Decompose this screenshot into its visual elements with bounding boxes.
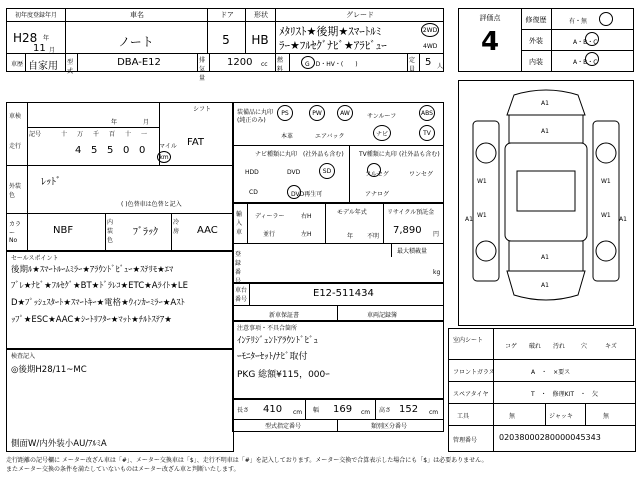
mileage-label: 走行 <box>9 143 22 150</box>
sales-line-2: ﾌﾞﾚ★ﾅﾋﾞ★ﾌﾙｾｸﾞ★BT★ﾄﾞﾗﾚｺ★ETC★Aﾗｲﾄ★LE <box>11 281 189 291</box>
cap-value: 5 <box>425 57 432 68</box>
disp-label: 排気量 <box>199 57 206 82</box>
equipment-note: (純正のみ) <box>237 117 266 124</box>
notes-line-3: PKG 総額¥115，000ｰ <box>237 370 330 380</box>
mileage-head-100: 百 <box>109 131 116 138</box>
use-row-label: 車歴 <box>11 61 24 68</box>
warranty-book: 新車保証書 <box>269 312 300 319</box>
inspector-bottom: 側面W/内外装小AU/ｱﾙﾐA <box>11 439 107 449</box>
mileage-head-1000: 千 <box>93 131 100 138</box>
type-label: 型式 <box>67 59 74 75</box>
tools-value: 無 <box>509 413 516 420</box>
spare-items: T ・ 修理KIT ・ 欠 <box>531 391 599 398</box>
mileage-digit-4: 0 <box>123 145 130 156</box>
glass-items: A ・ ×要ス <box>531 369 571 376</box>
fuel-options: G D・HV・( ) <box>305 61 358 68</box>
equip-aw: AW <box>337 105 353 121</box>
model-label: 車名 <box>65 10 208 20</box>
shift-label: シフト <box>193 106 212 113</box>
ac-label: 冷房 <box>173 219 180 235</box>
wheel-rear-left <box>476 241 496 261</box>
color-no-label: カラーNo <box>9 221 22 244</box>
model-year-unknown: 不明 <box>367 233 380 240</box>
recycle-value: 7,890 <box>393 225 422 236</box>
int-label: 内装 <box>529 58 543 66</box>
sales-line-3: D★ﾌﾟｯｼｭｽﾀｰﾄ★ｽﾏｰﾄｷｰ★電格★ｳｨﾝｶｰﾐﾗｰ★Aｽﾄ <box>11 298 185 308</box>
reg-year-label: 初年度登録年月 <box>14 12 57 19</box>
fuel-label: 燃料 <box>277 57 284 73</box>
diag-label-5: W1 <box>477 212 487 219</box>
mgmt-value: 02038000280000045343 <box>499 433 601 442</box>
len-label: 長さ <box>237 407 250 414</box>
model-year-unit: 年 <box>347 233 354 240</box>
mileage-head-1: 一 <box>141 131 148 138</box>
reg-month-unit: 月 <box>49 47 56 54</box>
car-left-side <box>473 121 499 281</box>
navi-cd: CD <box>249 189 258 196</box>
hgt-label: 高さ <box>379 407 392 414</box>
reg-year-unit: 年 <box>43 35 50 42</box>
diag-label-1: A1 <box>541 100 549 107</box>
cat-no-label: 類別区分番号 <box>371 423 408 430</box>
hgt-value: 152 <box>399 404 419 415</box>
diag-label-8: A1 <box>541 282 549 289</box>
seat-burn: コゲ <box>505 343 518 350</box>
color-note: ( )色替車は色替と記入 <box>121 201 182 208</box>
type-no-label: 型式指定番号 <box>265 423 302 430</box>
notes-line-2: ｰﾓﾆﾀｰｾｯﾄ/ﾅﾋﾞ取付 <box>237 352 308 362</box>
eval-label: 評価点 <box>479 14 501 22</box>
int-color-label: 内装色 <box>107 219 114 244</box>
wid-unit: cm <box>361 409 371 416</box>
diag-label-3: W1 <box>477 178 487 185</box>
jack-value: 無 <box>603 413 610 420</box>
inspection-year-unit: 年 <box>111 119 118 126</box>
diag-label-6: W1 <box>601 212 611 219</box>
sales-line-4: ｯﾌﾟ★ESC★AAC★ｼｰﾄﾘﾌﾀｰ★ﾏｯﾄ★ﾁﾙﾄｽﾃｱ★ <box>11 315 172 325</box>
notes-line-1: ｲﾝﾃﾘｼﾞｪﾝﾄｱﾗｳﾝﾄﾞﾋﾞｭ <box>237 336 319 346</box>
import-label: 輸入車 <box>236 211 243 236</box>
wheel-front-left <box>476 143 496 163</box>
inspector-line-1: ◎後期H28/11~MC <box>11 365 87 375</box>
model-name: ノート <box>118 35 154 49</box>
import-dealer: ディーラー <box>255 213 285 220</box>
inspector-block <box>6 348 234 452</box>
diag-label-7: A1 <box>541 254 549 261</box>
inspection-month-unit: 月 <box>143 119 150 126</box>
registration-label: 登録番号 <box>235 251 242 285</box>
inspection-label: 車検 <box>9 113 22 120</box>
cap-label: 定員 <box>409 57 416 73</box>
color-value: ﾚｯﾄﾞ <box>41 177 61 188</box>
ac-value: AAC <box>197 225 218 236</box>
notes-label: 注意事項・不具合箇所 <box>237 325 298 332</box>
import-right-hand: 右H <box>301 213 312 220</box>
car-roof <box>517 171 575 211</box>
doors-label: ドア <box>207 10 246 20</box>
model-year-label: モデル年式 <box>337 209 367 216</box>
wheel-rear-right <box>596 241 616 261</box>
right-panel <box>448 328 636 452</box>
sales-line-1: 後期ﾙ★ｽﾏｰﾄﾙｰﾑﾐﾗｰ★ｱﾗｳﾝﾄﾞﾋﾞｭｰ★ｽﾃﾘﾓ★ｴﾏ <box>11 265 174 275</box>
doors-value: 5 <box>222 33 230 47</box>
shift-value: FAT <box>187 137 205 148</box>
seat-scratch: キズ <box>605 343 617 350</box>
mileage-digit-1: 4 <box>75 145 82 156</box>
glass-label: フロントガラス <box>453 369 495 376</box>
tv-fullseg: フルセグ <box>365 171 389 178</box>
dims-block <box>232 398 444 432</box>
diag-label-10: A1 <box>619 216 627 223</box>
hgt-unit: cm <box>429 409 439 416</box>
tools-label: 工具 <box>457 413 470 420</box>
recycle-unit: 円 <box>433 231 440 238</box>
car-right-side <box>593 121 619 281</box>
mileage-unit-mile: マイル <box>159 143 177 150</box>
disp-value: 1200 <box>227 57 253 68</box>
int-options: A・B・C <box>573 59 598 66</box>
navi-dvd: DVD <box>287 169 301 176</box>
eval-value: 4 <box>480 27 500 57</box>
chassis-block <box>232 282 444 322</box>
mileage-head-10: 十 <box>125 131 132 138</box>
car-diagram-svg <box>459 81 633 325</box>
mgmt-label: 管理番号 <box>453 437 478 444</box>
seat-tear: 破れ <box>529 343 542 350</box>
car-diagram <box>458 80 634 326</box>
jack-label: ジャッキ <box>549 413 573 420</box>
navi-dvd-play: DVD再生可 <box>291 191 323 198</box>
inspector-label: 検査記入 <box>11 353 36 360</box>
equip-sunroof: サンルーフ <box>367 113 397 120</box>
import-parallel: 並行 <box>263 231 276 238</box>
mileage-head-10000: 万 <box>77 131 84 138</box>
equip-navi: ナビ <box>373 125 391 141</box>
tv-type-label: TV種類に丸印 <box>359 151 397 158</box>
import-left-hand: 左H <box>301 231 312 238</box>
navi-type-label: ナビ種類に丸印 <box>255 151 298 158</box>
ext-label: 外装 <box>529 37 543 45</box>
mileage-digit-5: 0 <box>139 145 146 156</box>
equip-airbag: エアバック <box>315 133 345 140</box>
int-color-value: ﾌﾞﾗｯｸ <box>133 227 158 238</box>
equip-pw: PW <box>309 105 325 121</box>
grade-line-2: ﾗｰ★ﾌﾙｾｸﾞﾅﾋﾞ★ｱﾗﾋﾞｭｰ <box>279 39 387 52</box>
drive-2wd-circle: 2WD <box>421 23 439 37</box>
sales-label: セールスポイント <box>11 255 59 262</box>
len-unit: cm <box>293 409 303 416</box>
mileage-head-10k: 十 <box>61 131 68 138</box>
navi-hdd: HDD <box>245 169 259 176</box>
recycle-label: リサイクル預託金 <box>387 209 435 216</box>
drive-4wd: 4WD <box>423 43 438 50</box>
notes-block <box>232 320 444 400</box>
equipment-block <box>232 102 444 204</box>
type-value: DBA-E12 <box>117 57 161 68</box>
wheel-front-right <box>596 143 616 163</box>
diag-label-4: W1 <box>601 178 611 185</box>
repair-none-circle <box>599 12 613 26</box>
max-load-label: 最大積載量 <box>397 248 428 255</box>
grade-label: グレード <box>275 10 444 20</box>
ext-options: A・B・C <box>573 39 598 46</box>
repair-label: 修復歴 <box>525 16 547 24</box>
disp-unit: cc <box>261 61 268 68</box>
shape-value: HB <box>251 33 269 47</box>
diag-label-2: A1 <box>541 128 549 135</box>
int-b-circle <box>585 52 599 66</box>
equipment-label: 装備品に丸印 <box>237 109 274 116</box>
vehicle-record: 車両記録簿 <box>367 312 398 319</box>
grade-line-1: ﾒﾀﾘｽﾄ★後期★ｽﾏｰﾄﾙﾐ <box>279 25 382 38</box>
footer-line-2: またメーター交換の条件を満たしていないものはメーター改ざん車と判断いたします。 <box>6 466 240 473</box>
mileage-head-symbol: 記号 <box>29 131 42 138</box>
shape-label: 形状 <box>245 10 276 20</box>
footer-line-1: 走行距離の記号欄に メーター改ざん車は「#」、メーター交換車は「$」、走行不明車は「#」を記入しております。メーター交換で合算表示した場合にも「$」は必要ありません。 <box>6 457 488 464</box>
mileage-digit-3: 5 <box>107 145 114 156</box>
sales-block <box>6 250 234 350</box>
equip-abs: ABS <box>419 105 435 121</box>
wid-value: 169 <box>333 404 353 415</box>
seat-label: 室内シート <box>453 337 484 344</box>
color-no-value: NBF <box>53 225 74 236</box>
reg-era-year: H28 <box>13 31 38 45</box>
chassis-label: 車台番号 <box>235 287 248 303</box>
footer <box>6 456 634 474</box>
tv-analog: アナログ <box>365 191 390 198</box>
diag-label-9: A1 <box>465 216 473 223</box>
equip-leather: 本革 <box>281 133 294 140</box>
reg-month: 11 <box>33 43 46 54</box>
use-value: 自家用 <box>28 61 58 72</box>
seat-stain: 汚れ <box>553 343 566 350</box>
tv-oneseg: ワンセグ <box>409 171 434 178</box>
chassis-value: E12-511434 <box>313 288 374 299</box>
color-label: 外装色 <box>9 183 22 199</box>
seat-hole: 穴 <box>581 343 588 350</box>
tv-type-note: (社外品も含む) <box>399 151 440 158</box>
navi-sd: SD <box>319 163 335 179</box>
ext-b-circle <box>585 32 599 46</box>
spare-label: スペアタイヤ <box>453 391 489 398</box>
mileage-digit-2: 5 <box>91 145 98 156</box>
equip-ps: PS <box>277 105 293 121</box>
equip-tv: TV <box>419 125 435 141</box>
len-value: 410 <box>263 404 283 415</box>
import-block <box>232 202 444 284</box>
max-load-unit: kg <box>433 269 441 276</box>
mileage-unit-km-circle: km <box>157 151 171 163</box>
left-mid-block <box>6 102 234 252</box>
repair-options: 有・無 <box>569 18 588 25</box>
header-block <box>6 8 444 82</box>
navi-type-note: (社外品も含む) <box>303 151 344 158</box>
wid-label: 幅 <box>313 407 320 414</box>
score-block <box>458 8 634 72</box>
cap-unit: 人 <box>437 63 444 70</box>
